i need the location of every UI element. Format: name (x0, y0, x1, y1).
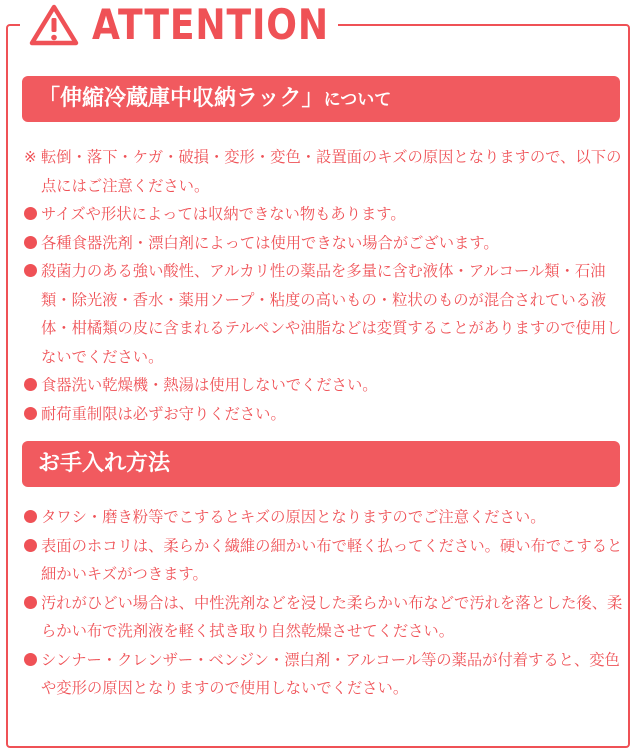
warning-triangle-icon (28, 3, 80, 47)
list-item (24, 257, 624, 371)
bullet-dot-icon (24, 532, 41, 561)
caution-item-text: 食器洗い乾燥機・熱湯は使用しないでください。 (41, 376, 378, 394)
list-item (24, 143, 624, 200)
bullet-dot-icon (24, 200, 41, 229)
attention-heading (28, 2, 367, 48)
caution-item-text: サイズや形状によっては収納できない物もあります。 (41, 205, 406, 223)
note-mark: ※ (24, 148, 37, 166)
caution-item-text: 殺菌力のある強い酸性、アルカリ性の薬品を多量に含む液体・アルコール類・石油類・除光液・香水・薬用ソープ・粘度の高いもの・粒状のものが混合されている液体・柑橘類の皮に含まれるテルペンや油脂などは変質することがありますので使用しないでください。 (41, 262, 622, 366)
care-item-text: 表面のホコリは、柔らかく繊維の細かい布で軽く払ってください。硬い布でこすると細かいキズがつきます。 (41, 536, 623, 583)
bullet-dot-icon (24, 371, 41, 400)
bullet-dot-icon (24, 229, 41, 258)
bullet-dot-icon (24, 646, 41, 675)
caution-list (24, 143, 624, 428)
bullet-dot-icon (24, 589, 41, 618)
caution-item-text: 転倒・落下・ケガ・破損・変形・変色・設置面のキズの原因となりますので、以下の点にはご注意ください。 (41, 148, 622, 195)
care-item-text: タワシ・磨き粉等でこするとキズの原因となりますのでご注意ください。 (41, 508, 546, 526)
list-item (24, 200, 624, 229)
care-item-text: 汚れがひどい場合は、中性洗剤などを浸した柔らかい布などで汚れを落とした後、柔らかい布で洗剤液を軽く拭き取り自然乾燥させてください。 (41, 593, 623, 640)
list-item (24, 371, 624, 400)
list-item (24, 229, 624, 258)
section-heading-rack-main: 「伸縮冷蔵庫中収納ラック」 (38, 86, 324, 111)
care-item-text: シンナー・クレンザー・ベンジン・漂白剤・アルコール等の薬品が付着すると、変色や変形の原因となりますので使用しないでください。 (41, 650, 620, 697)
list-item (24, 503, 624, 532)
bullet-dot-icon (24, 503, 41, 532)
attention-title: ATTENTION (92, 0, 329, 49)
list-item (24, 589, 624, 646)
caution-item-text: 各種食器洗剤・漂白剤によっては使用できない場合がございます。 (41, 233, 499, 252)
caution-item-text: 耐荷重制限は必ずお守りください。 (41, 404, 286, 423)
list-item (24, 646, 624, 703)
care-list (24, 503, 624, 703)
bullet-dot-icon (24, 257, 41, 286)
list-item (24, 532, 624, 589)
list-item (24, 400, 624, 429)
section-heading-care-main: お手入れ方法 (38, 451, 171, 476)
section-heading-rack-suffix: について (323, 90, 392, 110)
section-heading-rack (22, 76, 620, 122)
section-heading-care (22, 441, 620, 487)
bullet-dot-icon (24, 400, 41, 429)
